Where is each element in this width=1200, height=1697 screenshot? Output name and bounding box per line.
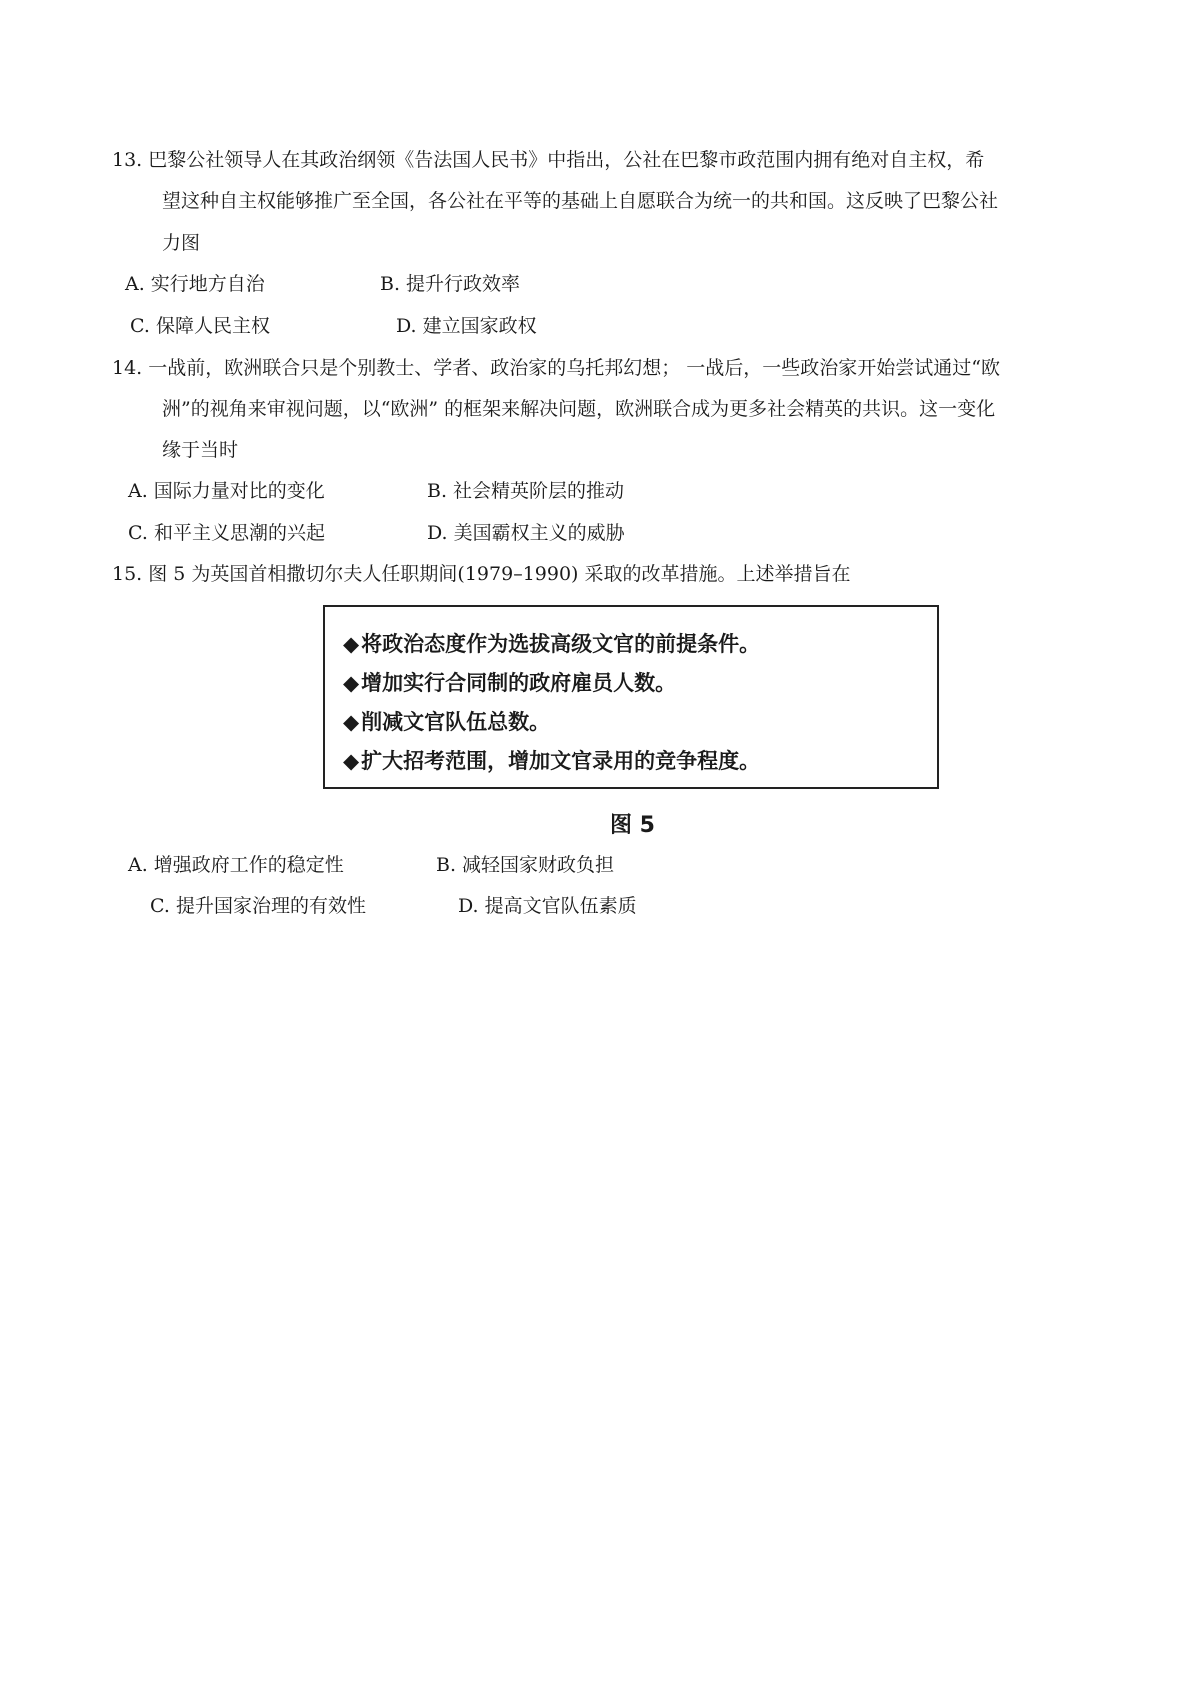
q13-line-1	[112, 148, 984, 172]
q14-option-a[interactable]: A. 国际力量对比的变化	[128, 480, 325, 502]
q13-stem-line: 望这种自主权能够推广至全国，各公社在平等的基础上自愿联合为统一的共和国。这反映了巴黎公社	[162, 190, 999, 212]
figure-item: ◆增加实行合同制的政府雇员人数。	[343, 671, 677, 695]
figure-5-box	[323, 605, 939, 789]
q14-stem-line: 缘于当时	[162, 439, 239, 461]
q15-option-b[interactable]: B. 减轻国家财政负担	[436, 854, 615, 876]
q15-stem-line: 图 5 为英国首相撒切尔夫人任职期间(1979–1990) 采取的改革措施。上述举措旨在	[148, 563, 851, 585]
q13-option-c[interactable]: C. 保障人民主权	[130, 315, 270, 337]
q14-stem-line: 一战前，欧洲联合只是个别教士、学者、政治家的乌托邦幻想； 一战后，一些政治家开始尝试通过“欧	[148, 357, 1001, 379]
q14-number: 14.	[112, 357, 143, 379]
figure-item: ◆扩大招考范围，增加文官录用的竞争程度。	[343, 749, 761, 773]
q13-option-d[interactable]: D. 建立国家政权	[396, 315, 537, 337]
diamond-bullet-icon: ◆	[343, 632, 360, 656]
diamond-bullet-icon: ◆	[343, 710, 360, 734]
q15-option-d[interactable]: D. 提高文官队伍素质	[458, 895, 637, 917]
q14-line-1	[112, 356, 1000, 380]
q13-option-a[interactable]: A. 实行地方自治	[125, 273, 265, 295]
q13-stem-line: 力图	[162, 232, 201, 254]
q13-stem-line: 巴黎公社领导人在其政治纲领《告法国人民书》中指出，公社在巴黎市政范围内拥有绝对自主权，希	[148, 149, 985, 171]
figure-item: ◆削减文官队伍总数。	[343, 710, 551, 734]
figure-5-caption: 图 5	[610, 813, 655, 838]
q13-number: 13.	[112, 149, 143, 171]
q14-option-c[interactable]: C. 和平主义思潮的兴起	[128, 522, 325, 544]
q14-option-b[interactable]: B. 社会精英阶层的推动	[427, 480, 625, 502]
q14-stem-line: 洲”的视角来审视问题，以“欧洲” 的框架来解决问题，欧洲联合成为更多社会精英的共识。这一变化	[162, 398, 996, 420]
q15-option-c[interactable]: C. 提升国家治理的有效性	[150, 895, 366, 917]
q15-line-1	[112, 562, 851, 586]
diamond-bullet-icon: ◆	[343, 671, 360, 695]
q14-option-d[interactable]: D. 美国霸权主义的威胁	[427, 522, 625, 544]
figure-item: ◆将政治态度作为选拔高级文官的前提条件。	[343, 632, 761, 656]
q13-option-b[interactable]: B. 提升行政效率	[380, 273, 521, 295]
q15-number: 15.	[112, 563, 143, 585]
q15-option-a[interactable]: A. 增强政府工作的稳定性	[128, 854, 344, 876]
diamond-bullet-icon: ◆	[343, 749, 360, 773]
